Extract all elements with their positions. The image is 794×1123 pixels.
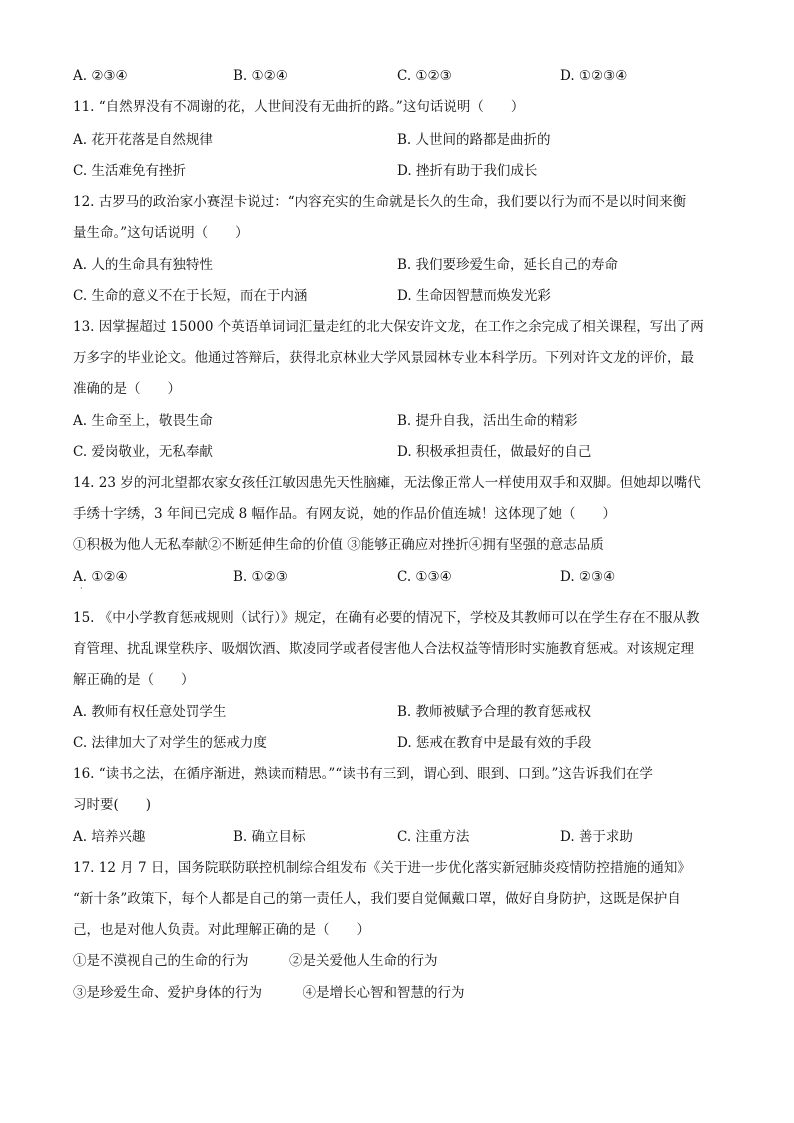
text-line: ①是不漠视自己的生命的行为 ②是关爱他人生命的行为 (73, 953, 438, 969)
answer-option: B. 教师被赋予合理的教育惩戒权 (397, 704, 592, 720)
answer-option: B. 确立目标 (233, 829, 306, 845)
answer-option: A. 人的生命具有独特性 (73, 257, 213, 273)
answer-option: D. 积极承担责任，做最好的自己 (397, 444, 592, 460)
text-line: 13. 因掌握超过 15000 个英语单词词汇量走红的北大保安许文龙，在工作之余完成了相关课程，写出了两 (73, 319, 704, 335)
option-row (73, 287, 733, 305)
option-row (73, 734, 733, 752)
option-row (73, 162, 733, 180)
option-row (73, 412, 733, 430)
answer-option: D. ①②③④ (560, 68, 628, 84)
text-line: 习时要( ) (73, 797, 152, 813)
answer-option: C. ①②③ (397, 68, 452, 84)
text-line: 量生命。”这句话说明（ ） (73, 225, 249, 241)
answer-option: C. 爱岗敬业，无私奉献 (73, 444, 213, 460)
text-line: 育管理、扰乱课堂秩序、吸烟饮酒、欺凌同学或者侵害他人合法权益等情形时实施教育惩戒。对该规定理 (73, 641, 694, 657)
answer-option: B. 提升自我，活出生命的精彩 (397, 413, 578, 429)
option-row (73, 828, 733, 846)
text-line: 11. “自然界没有不凋谢的花，人世间没有无曲折的路。”这句话说明（ ） (73, 99, 525, 115)
option-row (73, 256, 733, 274)
text-line: 12. 古罗马的政治家小赛涅卡说过：“内容充实的生命就是长久的生命，我们要以行为而不是以时间来衡 (73, 194, 687, 210)
answer-option: B. ①②④ (233, 68, 288, 84)
stray-dot: · (80, 584, 83, 593)
text-line: 16. “读书之法，在循序渐进，熟读而精思。”“读书有三到，谓心到、眼到、口到。”这告诉我们在学 (73, 766, 653, 782)
text-line: 准确的是（ ） (73, 381, 181, 397)
answer-option: A. 生命至上，敬畏生命 (73, 413, 213, 429)
answer-option: C. ①③④ (397, 569, 452, 585)
answer-option: D. 生命因智慧而焕发光彩 (397, 288, 551, 304)
answer-option: A. ②③④ (73, 68, 128, 84)
text-line: “新十条”政策下，每个人都是自己的第一责任人，我们要自觉佩戴口罩，做好自身防护，这既是保护自 (73, 891, 681, 907)
answer-option: D. ②③④ (560, 569, 616, 585)
answer-option: D. 善于求助 (560, 829, 633, 845)
answer-option: C. 生活难免有挫折 (73, 163, 186, 179)
answer-option: B. 人世间的路都是曲折的 (397, 132, 551, 148)
option-row (73, 703, 733, 721)
answer-option: A. 教师有权任意处罚学生 (73, 704, 227, 720)
option-row (73, 443, 733, 461)
text-line: 解正确的是（ ） (73, 672, 195, 688)
text-line: 己，也是对他人负责。对此理解正确的是（ ） (73, 922, 370, 938)
option-row (73, 67, 733, 85)
text-line: 手绣十字绣，3 年间已完成 8 幅作品。有网友说，她的作品价值连城！这体现了她（ ） (73, 506, 617, 522)
answer-option: C. 生命的意义不在于长短，而在于内涵 (73, 288, 308, 304)
answer-option: A. ①②④ (73, 569, 128, 585)
option-row (73, 568, 733, 586)
text-line: 14. 23 岁的河北望都农家女孩任江敏因患先天性脑瘫，无法像正常人一样使用双手和双脚。但她却以嘴代 (73, 475, 701, 491)
text-line: 17. 12 月 7 日，国务院联防联控机制综合组发布《关于进一步优化落实新冠肺炎疫情防控措施的通知》 (73, 860, 691, 876)
text-line: ③是珍爱生命、爱护身体的行为 ④是增长心智和智慧的行为 (73, 985, 465, 1001)
option-row (73, 131, 733, 149)
text-line: 万多字的毕业论文。他通过答辩后，获得北京林业大学风景园林专业本科学历。下列对许文龙的评价，最 (73, 350, 694, 366)
answer-option: C. 注重方法 (397, 829, 470, 845)
answer-option: C. 法律加大了对学生的惩戒力度 (73, 735, 267, 751)
answer-option: B. 我们要珍爱生命，延长自己的寿命 (397, 257, 619, 273)
answer-option: A. 花开花落是自然规律 (73, 132, 213, 148)
answer-option: A. 培养兴趣 (73, 829, 146, 845)
answer-option: D. 惩戒在教育中是最有效的手段 (397, 735, 592, 751)
text-line: ①积极为他人无私奉献②不断延伸生命的价值 ③能够正确应对挫折④拥有坚强的意志品质 (73, 537, 604, 553)
answer-option: B. ①②③ (233, 569, 288, 585)
answer-option: D. 挫折有助于我们成长 (397, 163, 538, 179)
text-line: 15. 《中小学教育惩戒规则（试行）》规定，在确有必要的情况下，学校及其教师可以在学生存在不服从教 (73, 610, 700, 626)
